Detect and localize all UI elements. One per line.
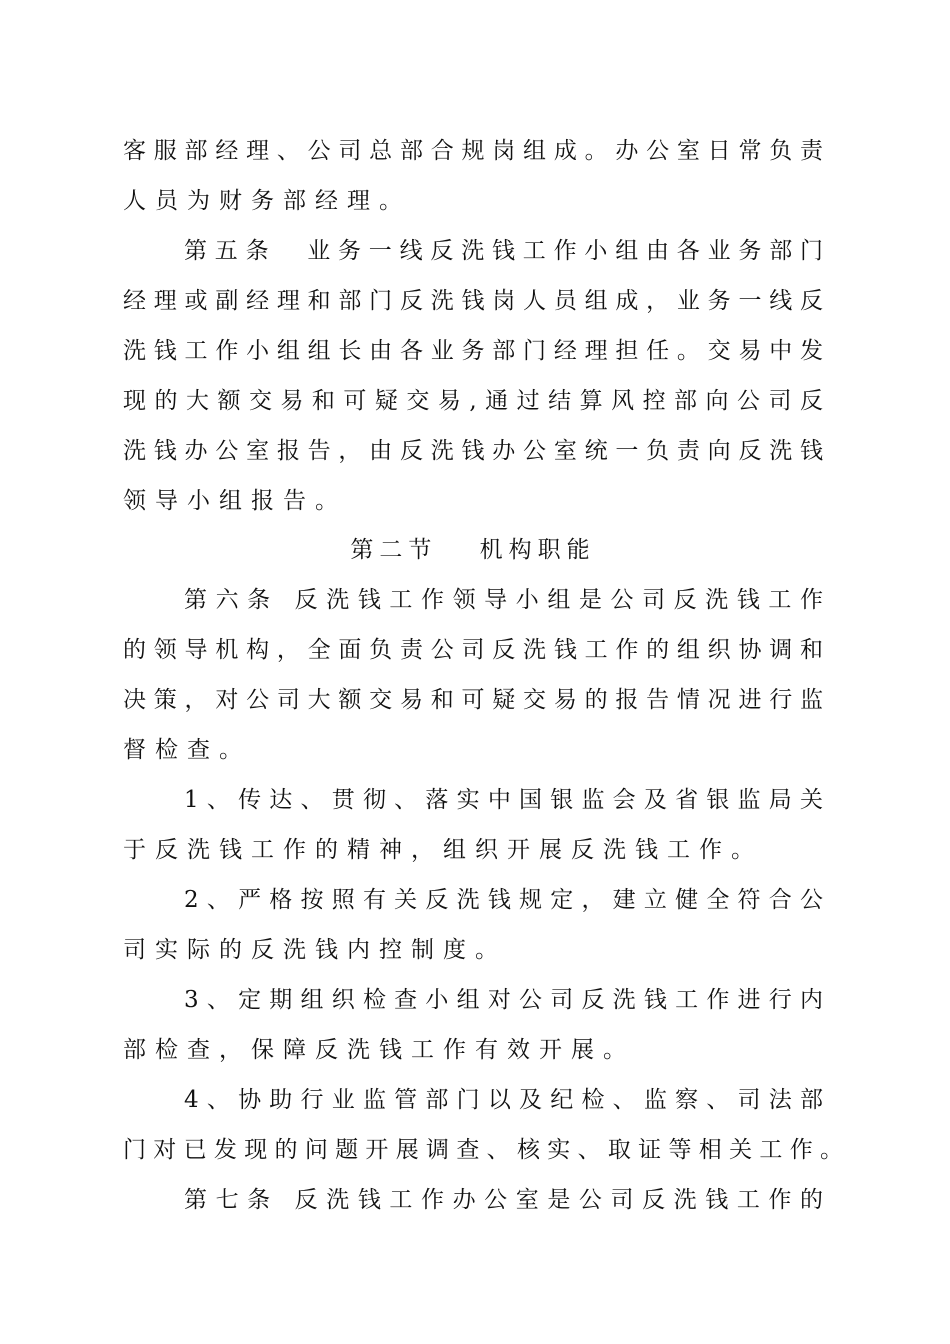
text-line: 司实际的反洗钱内控制度。: [123, 937, 507, 963]
list-item-3-line: 3、定期组织检查小组对公司反洗钱工作进行内: [184, 987, 823, 1013]
list-item-1-line: 1、传达、贯彻、落实中国银监会及省银监局关: [184, 787, 823, 813]
list-item-2-line: 2、严格按照有关反洗钱规定，建立健全符合公: [184, 887, 823, 913]
text-line: 督检查。: [123, 737, 251, 763]
text-line: 的领导机构，全面负责公司反洗钱工作的组织协调和: [123, 637, 823, 663]
list-item-4-line: 4、协助行业监管部门以及纪检、监察、司法部: [184, 1087, 823, 1113]
text-line: 客服部经理、公司总部合规岗组成。办公室日常负责: [123, 138, 823, 164]
text-line: 部检查，保障反洗钱工作有效开展。: [123, 1037, 635, 1063]
text-line: 洗钱办公室报告，由反洗钱办公室统一负责向反洗钱: [123, 438, 823, 464]
text-line: 洗钱工作小组组长由各业务部门经理担任。交易中发: [123, 338, 823, 364]
article-6-heading-line: 第六条 反洗钱工作领导小组是公司反洗钱工作: [184, 587, 823, 613]
section-heading: 第二节 机构职能: [350, 537, 596, 563]
text-line: 门对已发现的问题开展调查、核实、取证等相关工作。: [123, 1137, 843, 1163]
text-line: 领导小组报告。: [123, 488, 347, 514]
article-7-heading-line: 第七条 反洗钱工作办公室是公司反洗钱工作的: [184, 1187, 823, 1213]
text-line: 人员为财务部经理。: [123, 188, 411, 214]
text-line: 决策，对公司大额交易和可疑交易的报告情况进行监: [123, 687, 823, 713]
text-line: 于反洗钱工作的精神，组织开展反洗钱工作。: [123, 837, 763, 863]
article-5-heading-line: 第五条 业务一线反洗钱工作小组由各业务部门: [184, 238, 823, 264]
text-line: 经理或副经理和部门反洗钱岗人员组成，业务一线反: [123, 288, 823, 314]
text-line: 现的大额交易和可疑交易,通过结算风控部向公司反: [123, 388, 823, 414]
